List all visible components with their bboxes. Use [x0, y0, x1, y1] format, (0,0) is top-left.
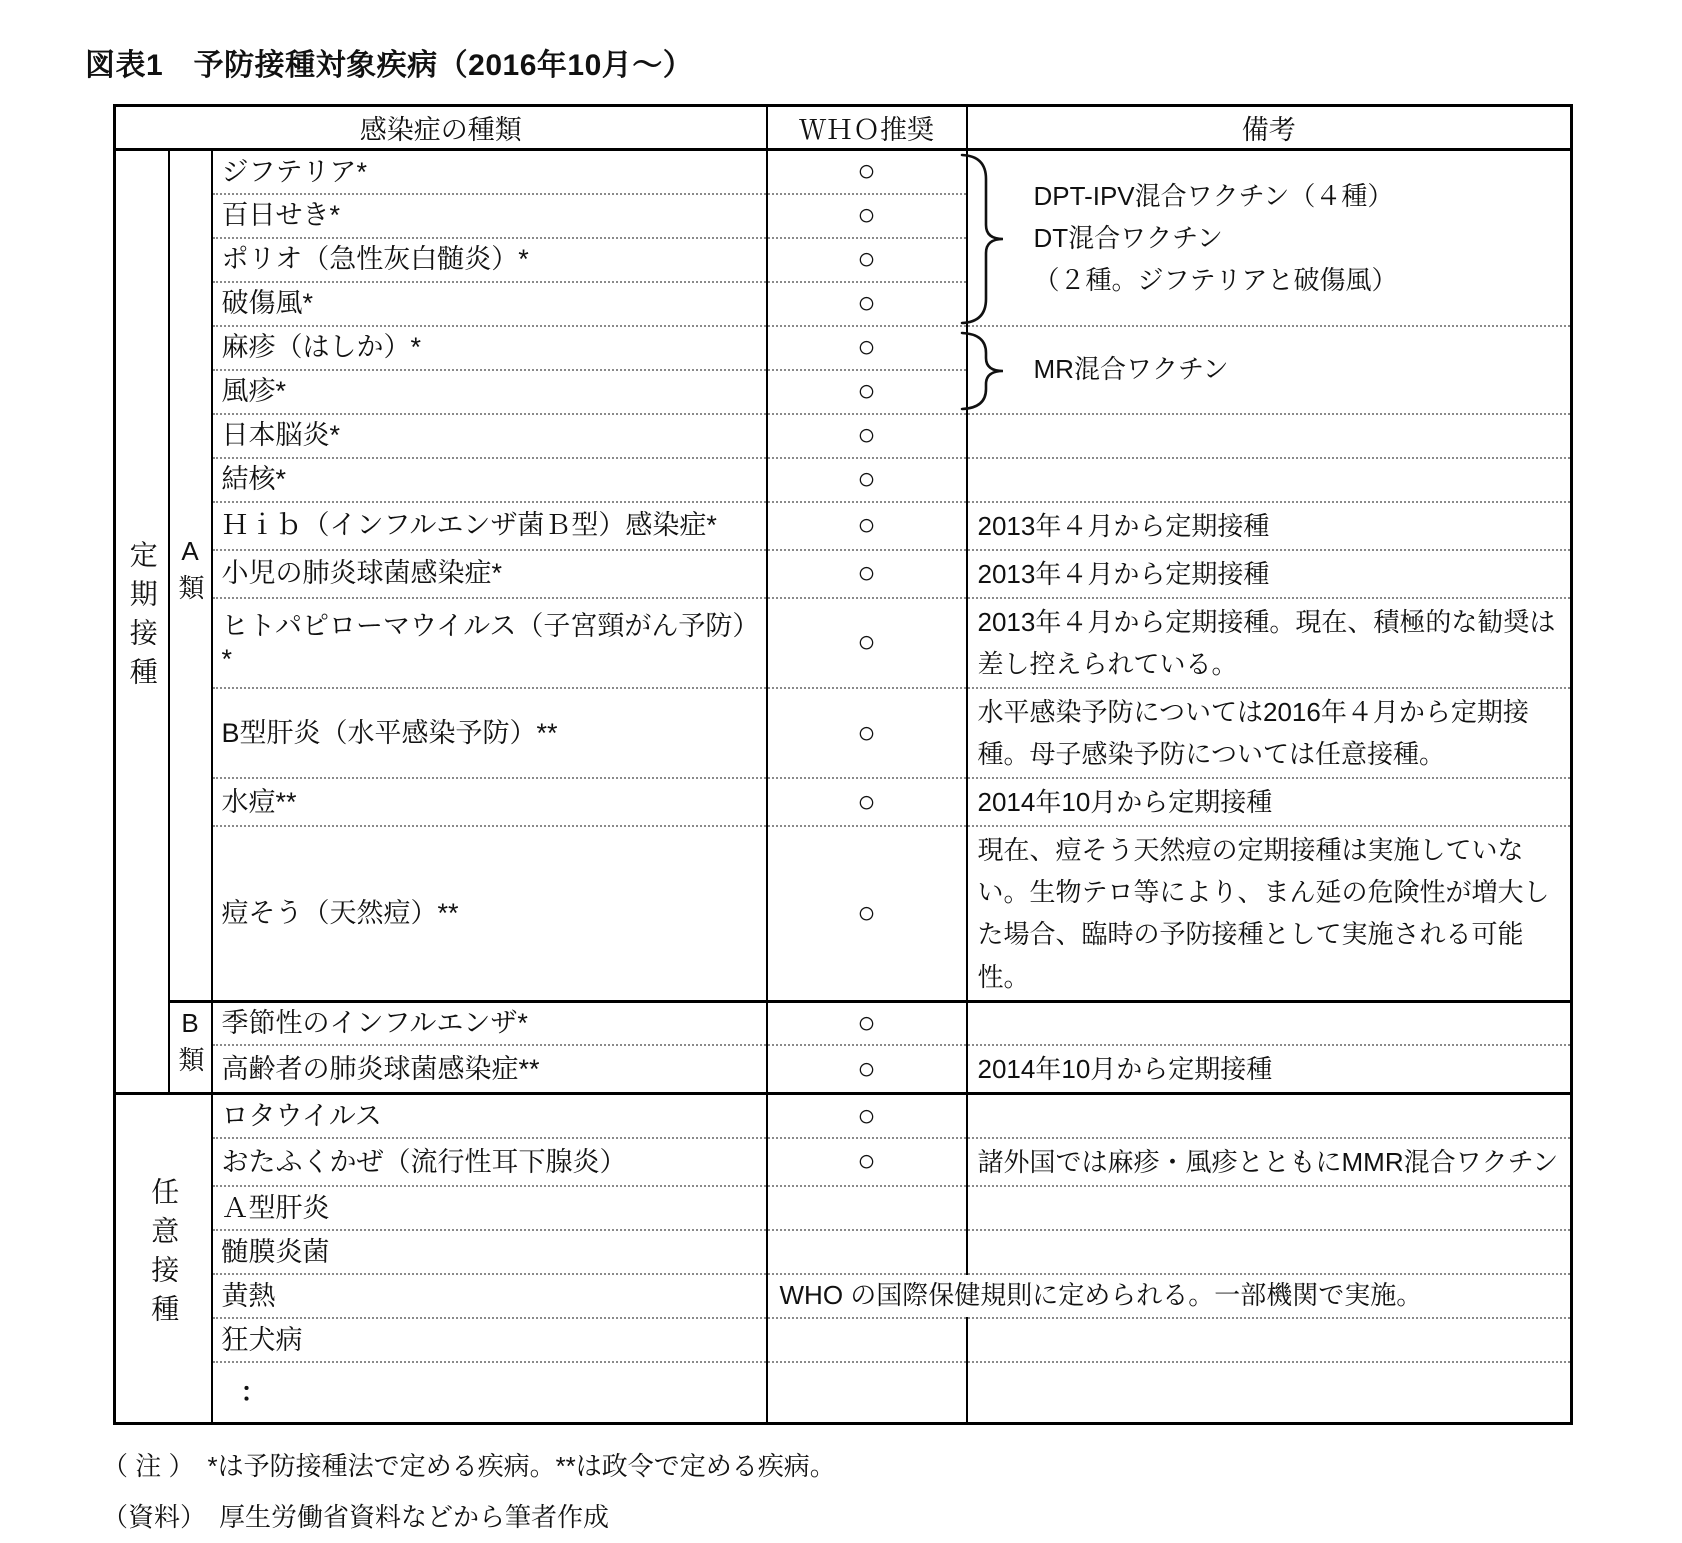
who-cell [767, 1138, 967, 1186]
who-cell [767, 1362, 967, 1424]
remark-mr-label: MR混合ワクチン [1033, 354, 1229, 385]
who-cell [767, 1186, 967, 1230]
who-cell [767, 550, 967, 598]
disease-cell: Ｈｉｂ（インフルエンザ菌Ｂ型）感染症* [212, 502, 767, 550]
who-cell [767, 370, 967, 414]
column-header-who: ＷＨＯ推奨 [767, 106, 967, 150]
remark-cell [967, 1318, 1572, 1362]
disease-cell: ロタウイルス [212, 1094, 767, 1138]
who-circle: ○ [857, 197, 876, 232]
remark-dpt-lines [1034, 175, 1567, 301]
row-group-class-b-label: B類 [175, 1008, 205, 1080]
who-circle: ○ [857, 241, 876, 276]
column-header-disease-type: 感染症の種類 [115, 106, 767, 150]
curly-brace-icon [959, 331, 1005, 411]
remark-cell [967, 1094, 1572, 1138]
who-cell [767, 150, 967, 194]
who-circle: ○ [857, 417, 876, 452]
who-circle: ○ [857, 153, 876, 189]
remark-cell [967, 1230, 1572, 1274]
column-header-remarks: 備考 [967, 106, 1572, 150]
row-group-voluntary-label: 任意接種 [148, 1177, 180, 1334]
remark-cell: 現在、痘そう天然痘の定期接種は実施していない。生物テロ等により、まん延の危険性が増大した場合、臨時の予防接種として実施される可能性。 [967, 826, 1572, 1001]
disease-cell: 高齢者の肺炎球菌感染症** [212, 1045, 767, 1094]
who-circle: ○ [857, 714, 876, 750]
who-circle: ○ [857, 285, 876, 320]
who-cell [767, 778, 967, 826]
row-group-voluntary-vaccination [115, 1094, 212, 1424]
disease-cell: 狂犬病 [212, 1318, 767, 1362]
who-cell [767, 1318, 967, 1362]
note-asterisk-definitions: （ 注 ） *は予防接種法で定める疾病。**は政令で定める疾病。 [102, 1451, 836, 1482]
who-circle: ○ [857, 1050, 876, 1086]
disease-cell: 百日せき* [212, 194, 767, 238]
vaccination-table [113, 104, 1573, 1425]
row-group-regular-vaccination [115, 150, 169, 1094]
who-cell [767, 598, 967, 688]
disease-cell-ellipsis: ： [212, 1362, 767, 1424]
remark-cell [967, 1362, 1572, 1424]
who-circle: ○ [857, 624, 876, 660]
disease-cell: 髄膜炎菌 [212, 1230, 767, 1274]
disease-cell: 小児の肺炎球菌感染症* [212, 550, 767, 598]
who-cell [767, 1001, 967, 1045]
who-circle: ○ [857, 555, 876, 591]
who-cell [767, 194, 967, 238]
who-cell [767, 326, 967, 370]
remark-cell: 諸外国では麻疹・風疹とともにMMR混合ワクチン [967, 1138, 1572, 1186]
remark-line: DPT-IPV混合ワクチン（４種） [1033, 180, 1394, 211]
remark-cell [967, 1001, 1572, 1045]
disease-cell: 破傷風* [212, 282, 767, 326]
who-circle: ○ [857, 329, 876, 364]
remark-cell [967, 1186, 1572, 1230]
who-cell [767, 458, 967, 502]
who-cell [767, 1045, 967, 1094]
figure-title: 図表1 予防接種対象疾病（2016年10月～） [85, 49, 694, 82]
disease-cell: Ａ型肝炎 [212, 1186, 767, 1230]
disease-cell: 日本脳炎* [212, 414, 767, 458]
row-group-regular-label: 定期接種 [126, 540, 158, 697]
who-circle: ○ [857, 1143, 876, 1179]
remark-mr-group-cell [967, 326, 1572, 414]
who-circle: ○ [857, 373, 876, 408]
who-circle: ○ [857, 507, 876, 543]
disease-cell: 痘そう（天然痘）** [212, 826, 767, 1001]
who-cell [767, 826, 967, 1001]
who-cell [767, 238, 967, 282]
disease-cell: 水痘** [212, 778, 767, 826]
who-circle: ○ [857, 783, 876, 819]
who-circle: ○ [857, 894, 876, 930]
disease-cell: おたふくかぜ（流行性耳下腺炎） [212, 1138, 767, 1186]
disease-cell: 結核* [212, 458, 767, 502]
disease-cell: ヒトパピローマウイルス（子宮頸がん予防）* [212, 598, 767, 688]
remark-cell: 2014年10月から定期接種 [967, 1045, 1572, 1094]
footnotes [102, 1441, 1682, 1542]
disease-cell: 麻疹（はしか）* [212, 326, 767, 370]
remark-dpt-group-cell [967, 150, 1572, 326]
disease-cell: ジフテリア* [212, 150, 767, 194]
disease-cell: 黄熱 [212, 1274, 767, 1318]
who-cell [767, 282, 967, 326]
who-circle: ○ [857, 1004, 876, 1040]
note-source: （資料） 厚生労働省資料などから筆者作成 [102, 1502, 610, 1533]
remark-line: DT混合ワクチン [1033, 222, 1223, 253]
remark-cell: 2013年４月から定期接種 [967, 550, 1572, 598]
disease-cell: ポリオ（急性灰白髄炎）* [212, 238, 767, 282]
curly-brace-icon [959, 153, 1005, 325]
who-cell [767, 1094, 967, 1138]
remark-cell [967, 458, 1572, 502]
remark-cell [967, 414, 1572, 458]
who-circle: ○ [857, 461, 876, 496]
row-group-class-a [169, 150, 212, 1002]
row-group-class-b [169, 1001, 212, 1094]
remark-cell: 2013年４月から定期接種 [967, 502, 1572, 550]
remark-cell: 2013年４月から定期接種。現在、積極的な勧奨は差し控えられている。 [967, 598, 1572, 688]
disease-cell: 風疹* [212, 370, 767, 414]
remark-cell: 水平感染予防については2016年４月から定期接種。母子感染予防については任意接種。 [967, 688, 1572, 778]
who-cell [767, 1230, 967, 1274]
row-group-class-a-label: A類 [175, 535, 205, 608]
remark-line: （２種。ジフテリアと破傷風） [1033, 264, 1398, 295]
who-cell [767, 414, 967, 458]
disease-cell: 季節性のインフルエンザ* [212, 1001, 767, 1045]
disease-cell: B型肝炎（水平感染予防）** [212, 688, 767, 778]
who-cell [767, 688, 967, 778]
remark-yellow-fever-merged-cell: WHO の国際保健規則に定められる。一部機関で実施。 [767, 1274, 1572, 1318]
who-circle: ○ [857, 1097, 876, 1133]
remark-cell: 2014年10月から定期接種 [967, 778, 1572, 826]
who-cell [767, 502, 967, 550]
